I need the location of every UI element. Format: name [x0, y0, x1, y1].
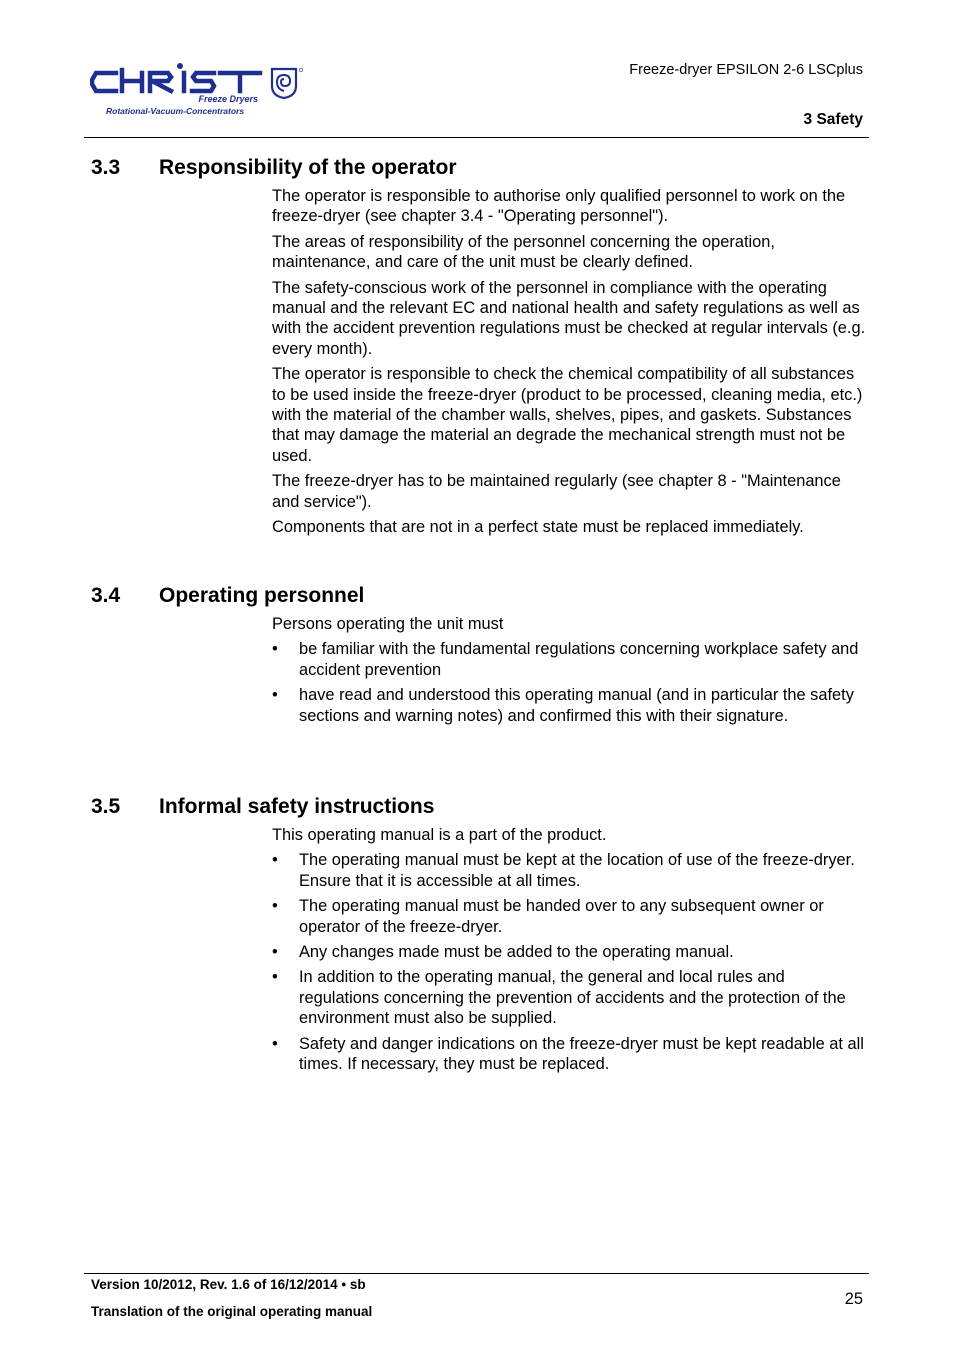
list-item: • In addition to the operating manual, the general and local rules and regulations concerning the prevention of accidents and the protection of the environment must also be supplied.	[272, 968, 846, 1028]
section-heading: Operating personnel	[159, 584, 365, 607]
bullet-list	[272, 850, 867, 1074]
header-divider	[84, 137, 869, 138]
logo-letter-c	[92, 73, 116, 91]
logo-letter-r	[150, 73, 171, 91]
bullet-icon: •	[272, 897, 278, 916]
section-heading: Responsibility of the operator	[159, 156, 457, 179]
list-item: • Safety and danger indications on the freeze-dryer must be kept readable at all times. If necessary, they must be replaced.	[272, 1034, 864, 1074]
section-body	[272, 825, 867, 1079]
bullet-list	[272, 639, 867, 726]
footer-divider	[84, 1273, 869, 1274]
logo-i-dot	[177, 63, 183, 69]
logo-tagline-1: Freeze Dryers	[198, 94, 258, 104]
page-number: 25	[844, 1290, 863, 1308]
paragraph: Persons operating the unit must	[272, 615, 504, 633]
logo-letter-t	[220, 73, 260, 91]
paragraph: Components that are not in a perfect state must be replaced immediately.	[272, 518, 804, 537]
logo-tagline-2: Rotational-Vacuum-Concentrators	[106, 106, 245, 116]
bullet-icon: •	[272, 968, 278, 987]
list-item: • The operating manual must be handed over to any subsequent owner or operator of the freeze-dryer.	[272, 897, 824, 936]
paragraph: The operator is responsible to authorise only qualified personnel to work on the freeze-dryer (see chapter 3.4 - "Operating personnel").	[272, 187, 846, 226]
bullet-icon: •	[272, 686, 278, 705]
section-number: 3.4	[91, 584, 121, 607]
footer-version: Version 10/2012, Rev. 1.6 of 16/12/2014 • sb	[91, 1277, 366, 1292]
section-number: 3.3	[91, 156, 121, 179]
logo-letter-h	[122, 70, 142, 91]
footer-translation-note: Translation of the original operating manual	[91, 1304, 373, 1319]
paragraph: This operating manual is a part of the product.	[272, 826, 607, 844]
logo-emblem-icon	[272, 68, 303, 98]
bullet-icon: •	[272, 1034, 278, 1053]
chapter-title: 3 Safety	[803, 111, 863, 128]
bullet-icon: •	[272, 851, 278, 870]
paragraph: The operator is responsible to check the chemical compatibility of all substances to be used inside the freeze-dryer (product to be processed, cleaning media, etc.) with the material of the chamber walls, shelves, pipes, and gaskets. Substances that may damage the material an degrade the mechanical strength must not be used.	[272, 365, 863, 465]
list-item: • The operating manual must be kept at the location of use of the freeze-dryer. Ensure that it is accessible at all times.	[272, 851, 855, 890]
bullet-icon: •	[272, 943, 278, 962]
christ-logo	[90, 60, 310, 120]
section-heading: Informal safety instructions	[159, 795, 435, 818]
bullet-icon: •	[272, 640, 278, 659]
section-number: 3.5	[91, 795, 121, 818]
document-title: Freeze-dryer EPSILON 2-6 LSCplus	[629, 62, 863, 78]
paragraph: The safety-conscious work of the personnel in compliance with the operating manual and the relevant EC and national health and safety regulations as well as with the accident prevention regulations must be checked at regular intervals (e.g. every month).	[272, 278, 866, 358]
logo-letter-s	[192, 73, 214, 91]
paragraph: The freeze-dryer has to be maintained regularly (see chapter 8 - "Maintenance and service").	[272, 472, 841, 511]
section-body	[272, 614, 867, 731]
list-item: • be familiar with the fundamental regulations concerning workplace safety and accident prevention	[272, 640, 859, 679]
list-item: • have read and understood this operating manual (and in particular the safety sections and warning notes) and confirmed this with their signature.	[272, 686, 854, 725]
paragraph: The areas of responsibility of the personnel concerning the operation, maintenance, and care of the unit must be clearly defined.	[272, 232, 775, 272]
section-body	[272, 186, 867, 543]
list-item: • Any changes made must be added to the operating manual.	[272, 943, 734, 962]
